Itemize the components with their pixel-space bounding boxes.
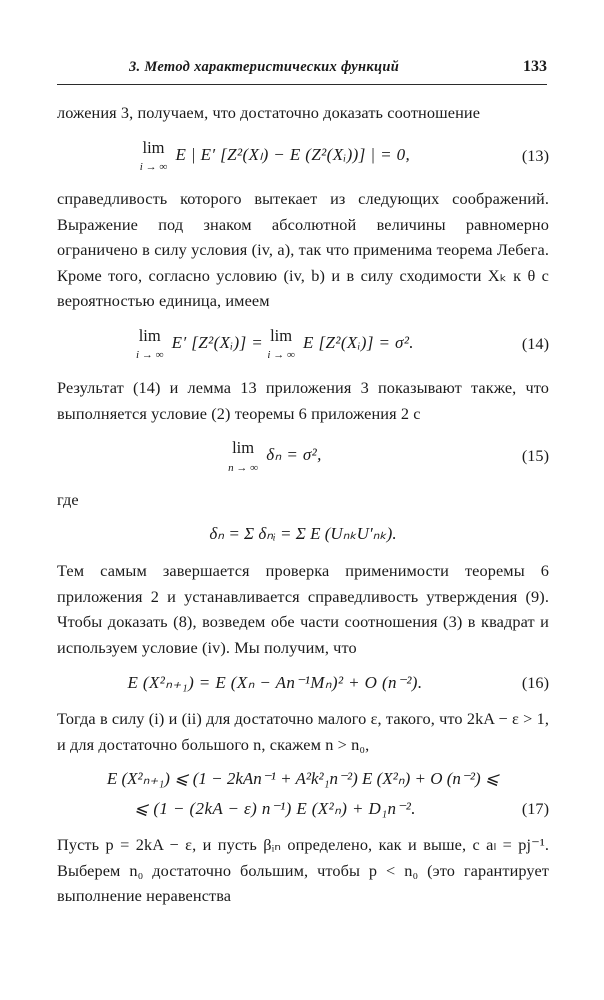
limit-label: lim bbox=[142, 137, 165, 157]
equation-17-expression-2 bbox=[57, 799, 493, 819]
equation-13-number: (13) bbox=[521, 145, 549, 165]
page-header bbox=[57, 58, 547, 80]
page-body bbox=[57, 100, 549, 909]
chapter-title: 3. Метод характеристических функций bbox=[129, 59, 400, 75]
equation-delta bbox=[57, 524, 549, 544]
equation-17-body-1: E (X²ₙ₊₁) ⩽ (1 − 2kAn⁻¹ + A²k²₁n⁻²) E (X²ₙ) + O (n⁻²) ⩽ bbox=[106, 769, 500, 788]
equation-14 bbox=[57, 327, 549, 362]
paragraph-6: Тогда в силу (i) и (ii) для достаточно малого ε, такого, что 2kA − ε > 1, и для достаточно большого n, скажем n > n₀, bbox=[57, 709, 549, 754]
paragraph-1: ложения 3, получаем, что достаточно доказать соотношение bbox=[57, 103, 481, 122]
paragraph-4: где bbox=[57, 489, 79, 509]
limit-subscript: n → ∞ bbox=[228, 461, 258, 474]
paragraph-2: справедливость которого вытекает из следующих соображений. Выражение под знаком абсолютной величины равномерно ограничено в силу условия (iv, a), так что применима теорема Лебега. Кроме того, согласно условию (iv, b) и в силу сходимости Xₖ к θ с вероятностью единица, имеем bbox=[57, 189, 549, 310]
equation-14-expression bbox=[57, 327, 493, 362]
paragraph-3: Результат (14) и лемма 13 приложения 3 показывают также, что выполняется условие (2) теоремы 6 приложения 2 с bbox=[57, 378, 549, 423]
paragraph-5: Тем самым завершается проверка применимости теоремы 6 приложения 2 и устанавливается справедливость утверждения (9). Чтобы доказать (8), возведем обе части соотношения (3) в квадрат и используем условие (iv). Мы получим, что bbox=[57, 561, 549, 657]
equation-delta-body: δₙ = Σ δₙᵢ = Σ E (UₙₖU′ₙₖ). bbox=[209, 524, 397, 543]
limit-label: lim bbox=[232, 438, 255, 457]
limit-operator bbox=[140, 139, 167, 174]
paragraph-7: Пусть p = 2kA − ε, и пусть βᵢₙ определено, как и выше, с aₗ = pj⁻¹. Выберем n₀ достаточно большим, чтобы p < n₀ (это гарантирует выполнение неравенства bbox=[57, 835, 549, 905]
equation-15-expression bbox=[57, 439, 493, 474]
equation-17-line-2 bbox=[57, 799, 549, 819]
limit-label-1: lim bbox=[138, 325, 161, 345]
equation-13 bbox=[57, 139, 549, 174]
limit-subscript-2: i → ∞ bbox=[267, 349, 295, 361]
equation-15-body: δₙ = σ², bbox=[266, 445, 322, 465]
equation-14-part-1: E′ [Z²(Xᵢ)] = bbox=[171, 332, 264, 352]
equation-15-number: (15) bbox=[521, 446, 549, 466]
equation-17-line-1 bbox=[57, 769, 549, 789]
equation-17-body-2: ⩽ (1 − (2kA − ε) n⁻¹) E (X²ₙ) + D₁n⁻². bbox=[134, 799, 416, 818]
equation-16-number: (16) bbox=[521, 673, 549, 692]
equation-14-part-2: E [Z²(Xᵢ)] = σ². bbox=[303, 332, 414, 352]
page-number: 133 bbox=[523, 58, 547, 75]
limit-operator bbox=[228, 439, 258, 474]
equation-17-number: (17) bbox=[521, 799, 549, 818]
limit-subscript: i → ∞ bbox=[139, 161, 168, 173]
equation-15 bbox=[57, 439, 549, 474]
equation-16-body: E (X²ₙ₊₁) = E (Xₙ − An⁻¹Mₙ)² + O (n⁻²). bbox=[127, 673, 423, 692]
header-divider bbox=[57, 84, 547, 85]
limit-operator-1 bbox=[136, 327, 163, 362]
limit-operator-2 bbox=[267, 327, 294, 362]
limit-subscript-1: i → ∞ bbox=[136, 349, 164, 361]
equation-13-expression bbox=[57, 139, 493, 174]
equation-13-body: E | E′ [Z²(Xₗ) − E (Z²(Xᵢ))] | = 0, bbox=[175, 144, 411, 164]
equation-14-number: (14) bbox=[521, 333, 549, 353]
limit-label-2: lim bbox=[270, 325, 293, 345]
equation-16-expression bbox=[57, 673, 493, 693]
equation-16 bbox=[57, 673, 549, 693]
